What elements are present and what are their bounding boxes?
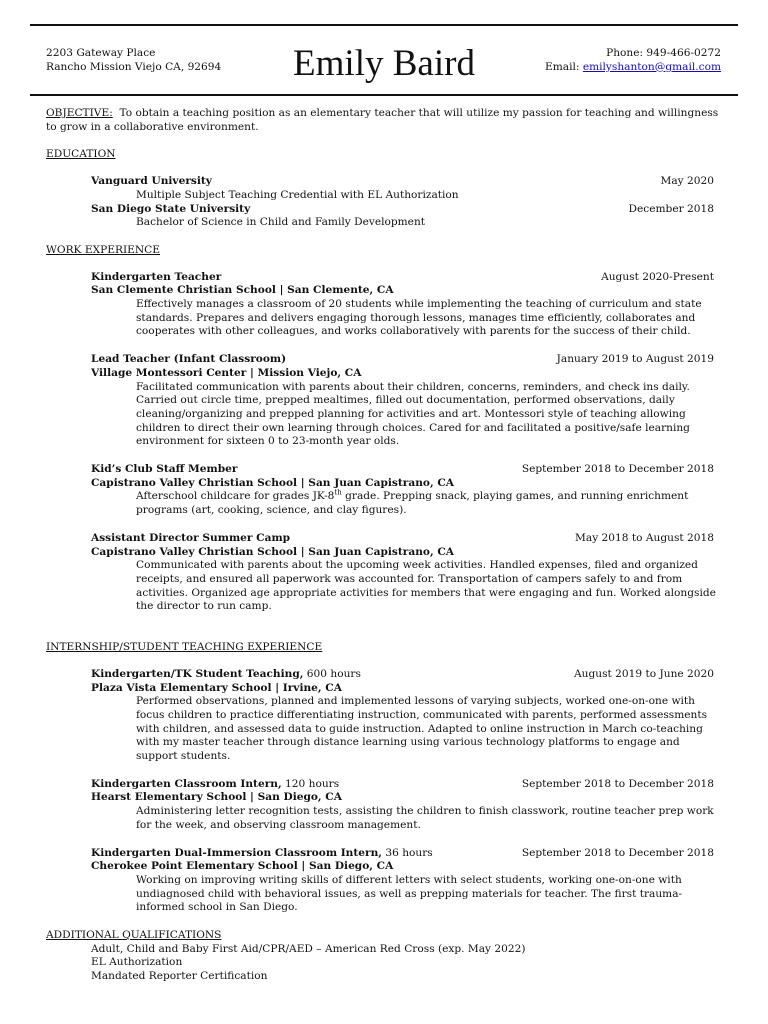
job-title: Kindergarten Teacher [91,270,222,283]
resume-name: Emily Baird [293,43,475,84]
email-link[interactable]: emilyshanton@gmail.com [582,60,721,73]
internship-date: September 2018 to December 2018 [521,846,714,859]
job-title: Lead Teacher (Infant Classroom) [91,353,287,366]
education-detail: Bachelor of Science in Child and Family Development [136,216,426,229]
internship-hours: 600 hours [303,667,361,680]
school-name: San Diego State University [91,202,251,215]
objective-label: OBJECTIVE: [46,107,113,119]
job-date: January 2019 to August 2019 [556,353,714,366]
top-rule [30,24,738,26]
job-date: August 2020-Present [601,270,714,283]
job-title: Assistant Director Summer Camp [91,531,291,544]
education-date: December 2018 [628,202,714,215]
job-description: Afterschool childcare for grades JK-8th grade. Prepping snack, playing games, and running enrichment programs (art, cooking, science, and clay figures). [136,488,689,517]
qualifications-heading: ADDITIONAL QUALIFICATIONS [46,929,222,942]
job-title: Kid’s Club Staff Member [91,463,238,476]
job-date: September 2018 to December 2018 [521,463,714,476]
education-item [91,175,722,202]
phone: Phone: 949-466-0272 [606,47,721,59]
objective-section [46,107,722,134]
internship-date: September 2018 to December 2018 [521,777,714,790]
job-description: Communicated with parents about the upcoming week activities. Handled expenses, filed and organized receipts, and ensured all paperwork was accounted for. Transportation of campers safely to and from activities. Organized age appropriate activities for members that were engaging and fun. Worked alongside the director to run camp. [136,559,716,613]
internship-hours: 120 hours [281,777,340,790]
work-heading: WORK EXPERIENCE [46,243,160,256]
header-rule [30,94,738,96]
internship-item [91,668,722,764]
resume-body [46,107,722,984]
internship-role: Kindergarten Classroom Intern, [91,777,282,790]
job-organization: Village Montessori Center | Mission Viejo, CA [91,366,362,379]
internship-hours: 36 hours [381,846,433,859]
education-heading: EDUCATION [46,148,116,161]
education-date: May 2020 [660,175,714,188]
internship-description: Performed observations, planned and implemented lessons of varying subjects, worked one-on-one with focus children to practice differentiating instruction, communicated with parents, performed assessments with children, and assessed data to guide instruction. Adapted to online instruction in March co-teaching with my master teacher through distance learning using various technology platforms to engage and support students. [136,695,708,763]
email-line [545,61,721,75]
job-description: Effectively manages a classroom of 20 students while implementing the teaching of curriculum and state standards. Prepares and delivers engaging thorough lessons, manages time efficiently, collaborates and cooperates with other colleagues, and works collaboratively with parents for the success of their child. [136,298,702,338]
internship-item [91,778,722,833]
work-item [91,532,722,614]
internship-role: Kindergarten/TK Student Teaching, [91,667,304,680]
internship-role: Kindergarten Dual-Immersion Classroom Intern, [91,846,382,859]
internship-description: Administering letter recognition tests, assisting the children to finish classwork, routine teacher prep work for the week, and observing classroom management. [136,805,714,831]
internship-school: Plaza Vista Elementary School | Irvine, CA [91,681,342,694]
job-date: May 2018 to August 2018 [575,531,714,544]
qualifications-list [91,943,722,984]
email-label: Email: [545,60,583,73]
address-line-1: 2203 Gateway Place [46,47,156,59]
contact-block [545,47,721,74]
education-item [91,203,722,230]
internship-heading: INTERNSHIP/STUDENT TEACHING EXPERIENCE [46,641,323,654]
internship-description: Working on improving writing skills of different letters with select students, working one-on-one with undiagnosed child with behavioral issues, as well as prepping materials for teacher. The first trauma-informed school in San Diego. [136,873,683,914]
job-organization: Capistrano Valley Christian School | San Juan Capistrano, CA [91,545,454,558]
internship-item [91,847,722,916]
education-detail: Multiple Subject Teaching Credential with EL Authorization [136,188,459,201]
qualification-item: Mandated Reporter Certification [91,970,268,983]
job-organization: San Clemente Christian School | San Clemente, CA [91,284,394,297]
work-item [91,271,722,340]
internship-school: Hearst Elementary School | San Diego, CA [91,791,342,804]
job-organization: Capistrano Valley Christian School | San Juan Capistrano, CA [91,476,454,489]
school-name: Vanguard University [91,175,212,188]
objective-text: To obtain a teaching position as an elementary teacher that will utilize my passion for teaching and willingness to grow in a collaborative environment. [46,107,719,133]
internship-date: August 2019 to June 2020 [574,667,714,680]
job-description: Facilitated communication with parents about their children, concerns, reminders, and check ins daily. Carried out circle time, prepped mealtimes, filled out documentation, performed observations, daily cleaning/organizing and prepped planning for activities and art. Montessori style of teaching allowing children to direct their own learning through choices. Cared for and facilitated a positive/safe learning environment for sixteen 0 to 23-month year olds. [136,380,690,448]
qualification-item: Adult, Child and Baby First Aid/CPR/AED – American Red Cross (exp. May 2022) [91,942,526,955]
address-line-2: Rancho Mission Viejo CA, 92694 [46,60,222,73]
work-item [91,353,722,449]
qualification-item: EL Authorization [91,956,183,969]
work-item [91,463,722,518]
internship-school: Cherokee Point Elementary School | San Diego, CA [91,860,394,873]
